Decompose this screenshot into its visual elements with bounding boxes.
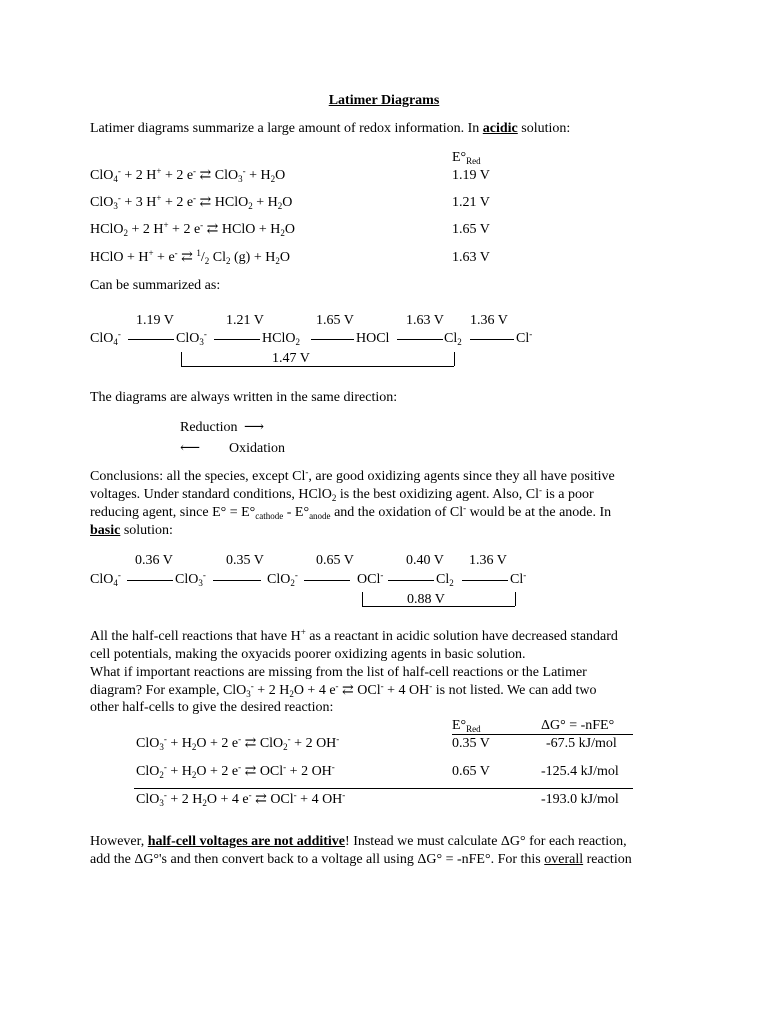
basic-bracket-value: 0.88 V (407, 592, 445, 607)
acid-arrow-line-4 (397, 339, 443, 340)
acid-bracket-right (454, 352, 455, 366)
basic-eq-row-1: $ClO_3^- + H_2O + 2$ e- ⇄ ClO$_2$- + 2 OH- (136, 734, 340, 752)
basic-species-perchlorate: ClO$_4$- (90, 570, 121, 588)
basic-diagram-voltage-5: 1.36 V (469, 553, 507, 568)
conclusions-line-3: reducing agent, since $E^\circ = E^\circ_{cathode} - E^\circ_{anode}$ and the oxidation of Cl- would be at the anode. In (90, 503, 612, 521)
basic-species-chlorate: ClO$_3$- (175, 570, 206, 588)
basic-table-header-rule (452, 734, 633, 735)
basic-voltage-2: 0.65 V (452, 764, 490, 779)
basic-eq-row-3: ClO$_3$- + 2 $H_2O + 4$ e- ⇄ OCl- + 4 OH- (136, 790, 346, 808)
acid-species-chlorous-acid: HClO$_2$ (262, 331, 300, 347)
acid-diagram-voltage-1: 1.19 V (136, 313, 174, 328)
acid-bracket-line (181, 366, 454, 367)
basic-arrow-line-3 (304, 580, 350, 581)
acid-arrow-line-5 (470, 339, 514, 340)
acid-bracket-left (181, 352, 182, 366)
page-title: Latimer Diagrams (328, 93, 440, 108)
acid-bracket-value: 1.47 V (272, 351, 310, 366)
basic-diagram-voltage-4: 0.40 V (406, 553, 444, 568)
acid-eq-row-2: ClO$_3$- + 3 H+ + 2 e- ⇄ HClO$_2$ + $H_2O$ (90, 193, 293, 211)
basic-deltag-2: -125.4 kJ/mol (541, 764, 619, 779)
basic-diagram-voltage-2: 0.35 V (226, 553, 264, 568)
acid-diagram-voltage-3: 1.65 V (316, 313, 354, 328)
intro-text: Latimer diagrams summarize a large amount of redox information. In acidic solution: (90, 121, 571, 136)
basic-species-chlorine: $Cl_2$ (436, 572, 454, 588)
half-cell-line-5: other half-cells to give the desired reaction: (90, 700, 334, 715)
basic-arrow-line-1 (127, 580, 173, 581)
basic-bracket-left (362, 592, 363, 606)
direction-text: The diagrams are always written in the same direction: (90, 390, 398, 405)
basic-deltag-1: -67.5 kJ/mol (546, 736, 617, 751)
acid-diagram-voltage-5: 1.36 V (470, 313, 508, 328)
reduction-label: Reduction (180, 420, 238, 435)
basic-arrow-line-5 (462, 580, 508, 581)
basic-bracket-right (515, 592, 516, 606)
basic-species-chlorite: ClO$_2$- (267, 570, 298, 588)
basic-species-chloride: Cl- (510, 570, 527, 587)
conclusions-line-2: voltages. Under standard conditions, HClO$_2$ is the best oxidizing agent. Also, Cl- is a poor (90, 485, 594, 503)
acid-diagram-voltage-4: 1.63 V (406, 313, 444, 328)
acid-voltage-3: 1.65 V (452, 222, 490, 237)
oxidation-arrow-icon: ⟵ (180, 441, 201, 456)
acid-voltage-2: 1.21 V (452, 195, 490, 210)
half-cell-line-4: diagram? For example, ClO$_3$- + 2 $H_2O + 4$ e- ⇄ OCl- + 4 OH- is not listed. We can add two (90, 681, 597, 699)
basic-species-hypochlorite: OCl- (357, 570, 384, 587)
basic-ered-header: $E^\circ_{Red}$ (452, 718, 481, 734)
oxidation-label: Oxidation (229, 441, 285, 456)
acid-species-perchlorate: ClO$_4$- (90, 329, 121, 347)
acid-voltage-1: 1.19 V (452, 168, 490, 183)
acid-species-chlorate: ClO$_3$- (176, 329, 207, 347)
basic-voltage-1: 0.35 V (452, 736, 490, 751)
acid-diagram-voltage-2: 1.21 V (226, 313, 264, 328)
basic-diagram-voltage-3: 0.65 V (316, 553, 354, 568)
basic-table-sum-rule (134, 788, 633, 789)
acid-arrow-line-2 (214, 339, 260, 340)
basic-arrow-line-4 (388, 580, 434, 581)
half-cell-line-3: What if important reactions are missing from the list of half-cell reactions or the Latimer (90, 665, 587, 680)
basic-diagram-voltage-1: 0.36 V (135, 553, 173, 568)
acid-voltage-4: 1.63 V (452, 250, 490, 265)
acid-species-chloride: Cl- (516, 329, 533, 346)
acid-eq-row-1: ClO$_4$- + 2 H+ + 2 e- ⇄ $ClO_3^- + H_2O$ (90, 166, 286, 184)
conclusions-line-4: basic solution: (90, 523, 173, 538)
half-cell-line-2: cell potentials, making the oxyacids poorer oxidizing agents in basic solution. (90, 647, 526, 662)
basic-arrow-line-2 (213, 580, 261, 581)
half-cell-line-1: All the half-cell reactions that have H+ as a reactant in acidic solution have decreased standard (90, 627, 618, 644)
conclusions-line-1: Conclusions: all the species, except Cl-, are good oxidizing agents since they all have positive (90, 467, 615, 484)
basic-deltag-header: ΔG° = -nFE° (541, 718, 615, 733)
basic-eq-row-2: $ClO_2^- + H_2O + 2$ e- ⇄ OCl- + 2 OH- (136, 762, 335, 780)
summary-label: Can be summarized as: (90, 278, 221, 293)
acid-species-hypochlorous-acid: HOCl (356, 331, 390, 346)
basic-deltag-3: -193.0 kJ/mol (541, 792, 619, 807)
final-line-1: However, half-cell voltages are not additive! Instead we must calculate ΔG° for each reaction, (90, 834, 627, 849)
final-line-2: add the ΔG°'s and then convert back to a voltage all using ΔG° = -nFE°. For this overall reaction (90, 852, 632, 867)
acid-eq-row-3: HClO$_2$ + 2 H+ + 2 e- ⇄ HClO + $H_2O$ (90, 220, 295, 238)
reduction-arrow-icon: ⟶ (244, 420, 265, 435)
acid-arrow-line-1 (128, 339, 174, 340)
acid-ered-header: $E^\circ_{Red}$ (452, 150, 481, 166)
acid-species-chlorine: $Cl_2$ (444, 331, 462, 347)
acid-eq-row-4: HClO + H+ + e- ⇄ $^1/_2$ $Cl_2$ $(g) + H_2O$ (90, 248, 290, 266)
acid-arrow-line-3 (311, 339, 354, 340)
